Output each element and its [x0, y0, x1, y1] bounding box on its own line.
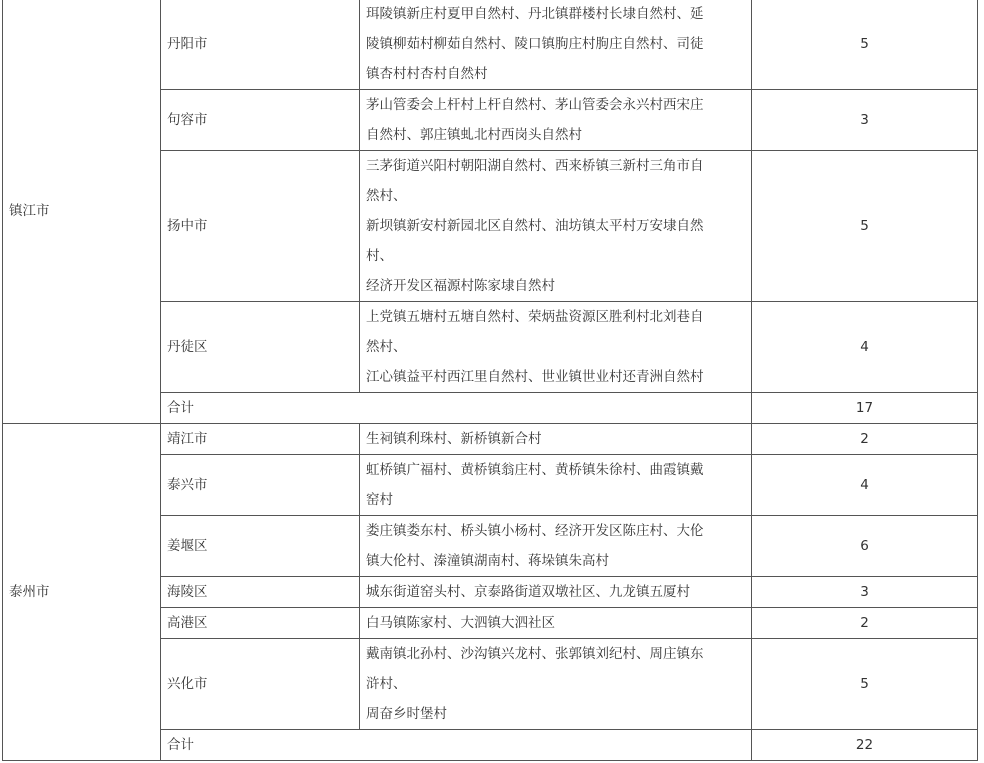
village-line: 生祠镇利珠村、新桥镇新合村 [366, 431, 542, 447]
villages-cell [360, 608, 752, 639]
district-cell: 丹徒区 [161, 302, 360, 393]
village-line: 江心镇益平村西江里自然村、世业镇世业村还青洲自然村 [366, 369, 704, 385]
villages-cell [360, 424, 752, 455]
village-line: 茅山管委会上杆村上杆自然村、茅山管委会永兴村西宋庄 [366, 97, 704, 113]
villages-cell [360, 639, 752, 730]
villages-cell [360, 302, 752, 393]
villages-cell [360, 0, 752, 90]
district-cell: 高港区 [161, 608, 360, 639]
district-cell: 丹阳市 [161, 0, 360, 90]
count-cell: 3 [752, 577, 978, 608]
district-cell: 海陵区 [161, 577, 360, 608]
district-cell: 句容市 [161, 90, 360, 151]
villages-cell [360, 151, 752, 302]
village-line: 周奋乡时堡村 [366, 706, 447, 722]
village-line: 虹桥镇广福村、黄桥镇翁庄村、黄桥镇朱徐村、曲霞镇戴 [366, 462, 704, 478]
village-line: 然村、 [366, 339, 407, 355]
district-cell: 兴化市 [161, 639, 360, 730]
total-value: 17 [752, 393, 978, 424]
city-cell: 泰州市 [3, 424, 161, 761]
village-line: 村、 [366, 248, 393, 264]
villages-cell [360, 90, 752, 151]
village-table [2, 0, 978, 761]
count-cell: 2 [752, 424, 978, 455]
district-cell: 扬中市 [161, 151, 360, 302]
village-line: 然村、 [366, 188, 407, 204]
district-cell: 姜堰区 [161, 516, 360, 577]
villages-cell [360, 516, 752, 577]
village-line: 城东街道窑头村、京泰路街道双墩社区、九龙镇五厦村 [366, 584, 690, 600]
count-cell: 4 [752, 455, 978, 516]
count-cell: 5 [752, 151, 978, 302]
village-line: 镇杏村村杏村自然村 [366, 66, 488, 82]
village-line: 经济开发区福源村陈家埭自然村 [366, 278, 555, 294]
village-line: 陵镇柳茹村柳茹自然村、陵口镇朐庄村朐庄自然村、司徒 [366, 36, 704, 52]
village-line: 三茅街道兴阳村朝阳湖自然村、西来桥镇三新村三角市自 [366, 158, 704, 174]
village-line: 娄庄镇娄东村、桥头镇小杨村、经济开发区陈庄村、大伦 [366, 523, 704, 539]
villages-cell [360, 577, 752, 608]
village-line: 白马镇陈家村、大泗镇大泗社区 [366, 615, 555, 631]
village-line: 上党镇五塘村五塘自然村、荣炳盐资源区胜利村北刘巷自 [366, 309, 704, 325]
village-line: 浒村、 [366, 676, 407, 692]
villages-cell [360, 455, 752, 516]
count-cell: 5 [752, 639, 978, 730]
table-row [3, 0, 978, 90]
total-label: 合计 [161, 730, 752, 761]
count-cell: 5 [752, 0, 978, 90]
village-line: 镇大伦村、溱潼镇湖南村、蒋垛镇朱高村 [366, 553, 609, 569]
table-row [3, 424, 978, 455]
total-value: 22 [752, 730, 978, 761]
count-cell: 2 [752, 608, 978, 639]
city-cell: 镇江市 [3, 0, 161, 424]
village-line: 珥陵镇新庄村夏甲自然村、丹北镇群楼村长埭自然村、延 [366, 6, 704, 22]
village-line: 戴南镇北孙村、沙沟镇兴龙村、张郭镇刘纪村、周庄镇东 [366, 646, 704, 662]
count-cell: 4 [752, 302, 978, 393]
village-line: 新坝镇新安村新园北区自然村、油坊镇太平村万安埭自然 [366, 218, 704, 234]
total-label: 合计 [161, 393, 752, 424]
village-line: 窑村 [366, 492, 393, 508]
count-cell: 6 [752, 516, 978, 577]
village-line: 自然村、郭庄镇虬北村西岗头自然村 [366, 127, 582, 143]
district-cell: 靖江市 [161, 424, 360, 455]
district-cell: 泰兴市 [161, 455, 360, 516]
count-cell: 3 [752, 90, 978, 151]
